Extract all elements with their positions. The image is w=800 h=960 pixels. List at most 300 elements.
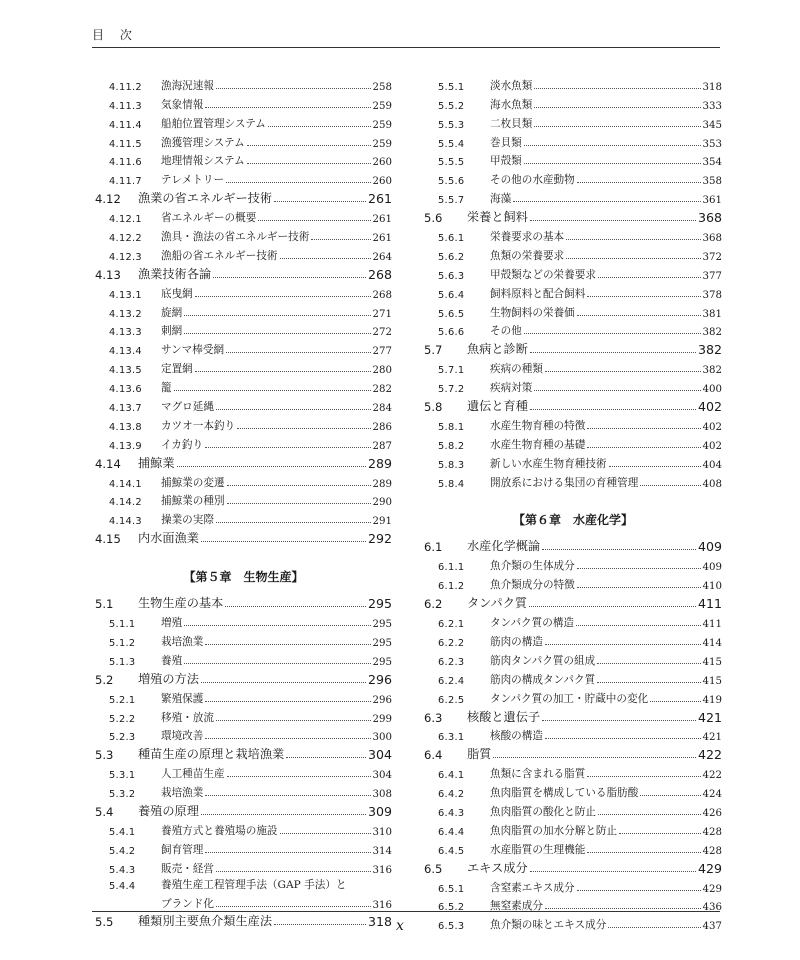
entry-title: 増殖の方法: [138, 671, 199, 686]
entry-title: 水産生物育種の特徴: [490, 419, 586, 432]
entry-number: 5.1.3: [109, 656, 136, 668]
dot-leader: [534, 126, 700, 127]
dot-leader: [213, 277, 366, 278]
entry-title: タンパク質の加工・貯蔵中の変化: [490, 692, 649, 705]
entry-page-number: 382: [702, 365, 722, 377]
entry-number: 4.14: [95, 456, 121, 471]
toc-subsection-entry[interactable]: [95, 168, 392, 187]
entry-number: 6.4.5: [438, 845, 465, 857]
chapter-heading: 【第５章 生物生産】: [183, 569, 304, 584]
entry-number: 6.2.5: [438, 694, 465, 706]
entry-page-number: 402: [697, 399, 722, 415]
entry-title: 筋肉の構成タンパク質: [490, 673, 596, 686]
dot-leader: [286, 757, 366, 758]
toc-subsection-entry[interactable]: [95, 687, 392, 706]
entry-number: 6.4.3: [438, 807, 465, 819]
toc-subsection-entry[interactable]: [424, 93, 722, 112]
toc-section-entry[interactable]: [95, 668, 392, 687]
toc-subsection-entry[interactable]: [424, 263, 722, 282]
toc-subsection-entry[interactable]: [424, 320, 722, 339]
entry-page-number: 291: [372, 516, 392, 528]
toc-section-entry[interactable]: [424, 206, 722, 225]
dot-leader: [227, 503, 371, 504]
entry-title: 魚肉脂質の加水分解と防止: [490, 824, 618, 837]
dot-leader: [311, 239, 370, 240]
entry-number: 6.5: [424, 861, 443, 876]
entry-number: 5.8: [424, 400, 443, 415]
toc-subsection-entry[interactable]: [95, 301, 392, 320]
entry-page-number: 437: [702, 921, 722, 933]
entry-number: 5.5.1: [438, 81, 465, 93]
entry-title: 漁具・漁法の省エネルギー技術: [161, 231, 310, 244]
toc-section-entry[interactable]: [95, 187, 392, 206]
dot-leader: [577, 182, 701, 183]
running-head: 目 次: [92, 28, 138, 42]
toc-section-entry[interactable]: [95, 527, 392, 546]
dot-leader: [542, 720, 696, 721]
entry-number: 5.4.4: [109, 880, 136, 892]
toc-section-entry[interactable]: [424, 743, 722, 762]
dot-leader: [205, 447, 370, 448]
entry-page-number: 400: [702, 384, 722, 396]
toc-subsection-entry[interactable]: [424, 668, 722, 687]
entry-page-number: 258: [372, 81, 392, 93]
dot-leader: [530, 871, 696, 872]
toc-section-entry[interactable]: [424, 338, 722, 357]
entry-title: 甲殻類などの栄養要求: [490, 268, 596, 281]
dot-leader: [201, 682, 366, 683]
entry-title: 繁殖保護: [161, 692, 204, 705]
toc-section-entry[interactable]: [95, 743, 392, 762]
toc-subsection-entry[interactable]: [95, 857, 392, 876]
toc-subsection-entry[interactable]: [424, 630, 722, 649]
entry-page-number: 259: [372, 138, 392, 150]
entry-title: 遺伝と育種: [467, 399, 528, 414]
entry-page-number: 296: [372, 694, 392, 706]
entry-title: 海水魚類: [490, 98, 533, 111]
entry-number: 4.13.6: [109, 384, 142, 396]
toc-subsection-entry[interactable]: [95, 876, 392, 892]
entry-page-number: 411: [702, 619, 722, 631]
entry-page-number: 271: [372, 308, 392, 320]
entry-number: 6.4.2: [438, 789, 465, 801]
entry-title: 操業の実際: [161, 514, 214, 527]
entry-number: 5.3.1: [109, 770, 136, 782]
entry-number: 6.4: [424, 748, 443, 763]
dot-leader: [201, 814, 366, 815]
dot-leader: [258, 220, 370, 221]
dot-leader: [205, 107, 370, 108]
dot-leader: [280, 258, 371, 259]
toc-subsection-entry[interactable]: [95, 508, 392, 527]
dot-leader: [280, 833, 371, 834]
entry-number: 5.3: [95, 748, 114, 763]
toc-subsection-entry[interactable]: [95, 706, 392, 725]
dot-leader: [226, 182, 371, 183]
toc-subsection-entry[interactable]: [424, 838, 722, 857]
toc-subsection-entry[interactable]: [424, 819, 722, 838]
dot-leader: [205, 644, 370, 645]
dot-leader: [216, 409, 371, 410]
dot-leader: [177, 466, 366, 467]
toc-subsection-entry[interactable]: [424, 244, 722, 263]
entry-number: 5.6.3: [438, 270, 465, 282]
entry-page-number: 382: [702, 327, 722, 339]
toc-subsection-entry[interactable]: [424, 471, 722, 490]
toc-section-entry[interactable]: [424, 536, 722, 555]
dot-leader: [640, 795, 700, 796]
dot-leader: [650, 701, 700, 702]
entry-title: タンパク質: [467, 596, 528, 611]
entry-page-number: 353: [702, 138, 722, 150]
entry-number: 6.2.4: [438, 675, 465, 687]
dot-leader: [619, 833, 700, 834]
dot-leader: [530, 352, 696, 353]
entry-number: 4.11.2: [109, 81, 142, 93]
entry-title: 生物生産の基本: [138, 596, 224, 611]
dot-leader: [534, 107, 700, 108]
entry-number: 4.13.1: [109, 289, 142, 301]
entry-number: 6.1.1: [438, 562, 465, 574]
dot-leader: [587, 447, 700, 448]
entry-number: 5.5: [95, 915, 114, 930]
entry-title: 魚介類の味とエキス成分: [490, 919, 607, 932]
entry-page-number: 402: [702, 440, 722, 452]
entry-page-number: 260: [372, 157, 392, 169]
entry-page-number: 377: [702, 270, 722, 282]
entry-number: 4.12.1: [109, 214, 142, 226]
entry-number: 5.4.2: [109, 845, 136, 857]
entry-title: 甲殻類: [490, 155, 522, 168]
entry-page-number: 295: [367, 596, 392, 612]
toc-subsection-entry[interactable]: [95, 131, 392, 150]
entry-page-number: 304: [372, 770, 392, 782]
entry-title: 筋肉タンパク質の組成: [490, 654, 596, 667]
entry-number: 5.5.6: [438, 176, 465, 188]
entry-number: 4.12: [95, 192, 121, 207]
entry-number: 4.11.3: [109, 100, 142, 112]
entry-page-number: 429: [697, 860, 722, 876]
entry-page-number: 268: [367, 266, 392, 282]
entry-number: 4.11.4: [109, 119, 142, 131]
dot-leader: [529, 606, 696, 607]
toc-subsection-entry[interactable]: [424, 762, 722, 781]
toc-subsection-entry[interactable]: [424, 357, 722, 376]
entry-number: 4.11.5: [109, 138, 142, 150]
entry-number: 5.8.4: [438, 478, 465, 490]
toc-subsection-entry[interactable]: [424, 112, 722, 131]
dot-leader: [227, 776, 371, 777]
entry-page-number: 289: [372, 478, 392, 490]
entry-page-number: 411: [697, 596, 722, 612]
entry-title: 無窒素成分: [490, 900, 543, 913]
entry-title: 飼育管理: [161, 843, 204, 856]
dot-leader: [184, 315, 370, 316]
toc-subsection-entry[interactable]: [95, 93, 392, 112]
entry-title: 増殖: [161, 617, 183, 630]
dot-leader: [205, 852, 370, 853]
entry-number: 6.2.2: [438, 637, 465, 649]
entry-title: 船舶位置管理システム: [161, 117, 266, 130]
entry-title: 漁海況速報: [161, 79, 214, 92]
entry-page-number: 436: [702, 902, 722, 914]
toc-subsection-entry[interactable]: [95, 74, 392, 93]
entry-title: 海藻: [490, 193, 512, 206]
entry-page-number: 368: [697, 210, 722, 226]
entry-title: その他: [490, 325, 522, 338]
toc-subsection-entry[interactable]: [95, 357, 392, 376]
toc-subsection-entry[interactable]: [424, 554, 722, 573]
entry-number: 4.14.1: [109, 478, 142, 490]
entry-page-number: 381: [702, 308, 722, 320]
dot-leader: [534, 390, 700, 391]
entry-page-number: 414: [702, 637, 722, 649]
toc-subsection-entry[interactable]: [95, 225, 392, 244]
entry-title: 魚肉脂質の酸化と防止: [490, 805, 596, 818]
dot-leader: [587, 776, 700, 777]
toc-subsection-entry[interactable]: [95, 112, 392, 131]
entry-title: 水産生物育種の基礎: [490, 438, 586, 451]
entry-page-number: 290: [372, 497, 392, 509]
toc-section-entry[interactable]: [424, 592, 722, 611]
toc-subsection-entry[interactable]: [424, 452, 722, 471]
toc-subsection-entry[interactable]: [95, 649, 392, 668]
toc-subsection-entry[interactable]: [424, 225, 722, 244]
toc-subsection-entry[interactable]: [424, 433, 722, 452]
dot-leader: [598, 277, 701, 278]
dot-leader: [534, 88, 700, 89]
entry-title: 捕鯨業: [138, 455, 175, 470]
toc-subsection-entry[interactable]: [424, 414, 722, 433]
toc-subsection-entry[interactable]: [95, 414, 392, 433]
entry-title: イカ釣り: [161, 438, 204, 451]
entry-page-number: 424: [702, 789, 722, 801]
toc-subsection-entry[interactable]: [424, 800, 722, 819]
entry-title: ブランド化: [161, 897, 214, 910]
entry-title: 底曳網: [161, 287, 193, 300]
toc-subsection-entry[interactable]: [95, 630, 392, 649]
toc-subsection-entry[interactable]: [424, 150, 722, 169]
page-folio: x: [396, 918, 404, 934]
entry-number: 5.6.4: [438, 289, 465, 301]
toc-subsection-entry[interactable]: [95, 490, 392, 509]
entry-page-number: 309: [367, 803, 392, 819]
entry-title: カツオ一本釣り: [161, 419, 236, 432]
entry-title: 定置網: [161, 363, 193, 376]
toc-subsection-entry[interactable]: [95, 244, 392, 263]
toc-section-entry[interactable]: [424, 857, 722, 876]
entry-number: 5.5.5: [438, 157, 465, 169]
entry-title: 巻貝類: [490, 136, 522, 149]
entry-title: 養殖生産工程管理手法（GAP 手法）と: [161, 878, 347, 891]
entry-number: 6.1: [424, 540, 443, 555]
entry-number: 4.13.5: [109, 365, 142, 377]
entry-page-number: 316: [372, 899, 392, 911]
toc-subsection-entry[interactable]: [95, 838, 392, 857]
entry-page-number: 415: [702, 656, 722, 668]
dot-leader: [530, 409, 696, 410]
dot-leader: [640, 485, 700, 486]
dot-leader: [247, 145, 371, 146]
dot-leader: [598, 814, 701, 815]
entry-title: 水産化学概論: [467, 539, 541, 554]
entry-page-number: 286: [372, 421, 392, 433]
toc-section-entry[interactable]: [95, 800, 392, 819]
dot-leader: [216, 720, 371, 721]
dot-leader: [576, 625, 701, 626]
dot-leader: [216, 871, 371, 872]
toc-subsection-entry[interactable]: [424, 725, 722, 744]
entry-title: 水産脂質の生理機能: [490, 843, 586, 856]
entry-number: 6.2: [424, 597, 443, 612]
dot-leader: [226, 352, 371, 353]
entry-number: 6.3.1: [438, 732, 465, 744]
entry-page-number: 408: [702, 478, 722, 490]
toc-subsection-entry[interactable]: [424, 187, 722, 206]
toc-section-entry[interactable]: [95, 452, 392, 471]
entry-number: 6.5.3: [438, 921, 465, 933]
toc-subsection-entry[interactable]: [424, 168, 722, 187]
entry-title: 漁獲管理システム: [161, 136, 245, 149]
toc-subsection-entry[interactable]: [95, 762, 392, 781]
entry-number: 5.6: [424, 211, 443, 226]
entry-number: 5.4.1: [109, 826, 136, 838]
dot-leader: [195, 371, 371, 372]
entry-number: 4.13: [95, 267, 121, 282]
entry-page-number: 345: [702, 119, 722, 131]
toc-subsection-entry[interactable]: [95, 725, 392, 744]
toc-subsection-entry[interactable]: [95, 376, 392, 395]
entry-title: 気象情報: [161, 98, 204, 111]
entry-title: 新しい水産生物育種技術: [490, 457, 607, 470]
entry-page-number: 382: [697, 342, 722, 358]
entry-number: 5.3.2: [109, 789, 136, 801]
dot-leader: [205, 795, 370, 796]
toc-subsection-entry[interactable]: [424, 74, 722, 93]
entry-title: 養殖方式と養殖場の施設: [161, 824, 278, 837]
toc-subsection-entry[interactable]: [424, 301, 722, 320]
toc-subsection-entry[interactable]: [95, 320, 392, 339]
entry-title: 省エネルギーの概要: [161, 212, 257, 225]
entry-title: 含窒素エキス成分: [490, 881, 575, 894]
entry-number: 6.5.2: [438, 902, 465, 914]
entry-title: 栽培漁業: [161, 635, 204, 648]
entry-title: 魚類に含まれる脂質: [490, 768, 586, 781]
toc-subsection-entry[interactable]: [95, 338, 392, 357]
toc-subsection-entry[interactable]: [424, 131, 722, 150]
toc-subsection-entry[interactable]: [95, 471, 392, 490]
dot-leader: [195, 296, 371, 297]
entry-title: 人工種苗生産: [161, 768, 225, 781]
dot-leader: [216, 522, 371, 523]
entry-number: 5.7: [424, 343, 443, 358]
dot-leader: [566, 239, 700, 240]
entry-number: 5.2: [95, 672, 114, 687]
toc-section-entry[interactable]: [424, 395, 722, 414]
toc-subsection-entry[interactable]: [424, 781, 722, 800]
dot-leader: [184, 625, 370, 626]
toc-subsection-entry[interactable]: [95, 282, 392, 301]
entry-title: 捕鯨業の種別: [161, 495, 225, 508]
entry-page-number: 421: [702, 732, 722, 744]
entry-number: 5.7.2: [438, 384, 465, 396]
entry-number: 6.2.1: [438, 619, 465, 631]
dot-leader: [587, 852, 700, 853]
toc-subsection-entry[interactable]: [424, 649, 722, 668]
toc-subsection-entry[interactable]: [424, 573, 722, 592]
entry-number: 5.5.2: [438, 100, 465, 112]
dot-leader: [597, 682, 700, 683]
entry-page-number: 287: [372, 440, 392, 452]
toc-subsection-entry[interactable]: [95, 433, 392, 452]
entry-title: 地理情報システム: [161, 155, 245, 168]
toc-subsection-entry[interactable]: [95, 819, 392, 838]
entry-title: 魚病と診断: [467, 342, 528, 357]
toc-subsection-entry[interactable]: [95, 395, 392, 414]
entry-page-number: 299: [372, 713, 392, 725]
toc-subsection-entry[interactable]: [95, 150, 392, 169]
entry-title: 捕鯨業の変遷: [161, 476, 225, 489]
entry-page-number: 372: [702, 251, 722, 263]
dot-leader: [577, 568, 701, 569]
toc-section-entry[interactable]: [95, 263, 392, 282]
entry-number: 4.13.3: [109, 327, 142, 339]
dot-leader: [524, 163, 701, 164]
entry-title: 漁船の省エネルギー技術: [161, 249, 278, 262]
toc-subsection-entry[interactable]: [424, 876, 722, 895]
toc-subsection-entry[interactable]: [95, 892, 392, 911]
entry-number: 4.11.7: [109, 176, 142, 188]
toc-section-entry[interactable]: [424, 706, 722, 725]
entry-title: 核酸と遺伝子: [467, 709, 541, 724]
dot-leader: [247, 163, 371, 164]
dot-leader: [237, 428, 370, 429]
toc-subsection-entry[interactable]: [424, 282, 722, 301]
dot-leader: [545, 644, 701, 645]
entry-number: 4.13.2: [109, 308, 142, 320]
entry-number: 4.13.8: [109, 421, 142, 433]
entry-page-number: 402: [702, 421, 722, 433]
toc-subsection-entry[interactable]: [95, 206, 392, 225]
dot-leader: [566, 258, 700, 259]
entry-page-number: 428: [702, 845, 722, 857]
dot-leader: [577, 890, 701, 891]
toc-section-entry[interactable]: [95, 592, 392, 611]
toc-subsection-entry[interactable]: [95, 781, 392, 800]
entry-number: 6.5.1: [438, 883, 465, 895]
entry-title: サンマ棒受網: [161, 344, 225, 357]
entry-number: 5.2.3: [109, 732, 136, 744]
toc-subsection-entry[interactable]: [95, 611, 392, 630]
dot-leader: [587, 296, 700, 297]
toc-subsection-entry[interactable]: [424, 376, 722, 395]
entry-page-number: 368: [702, 233, 722, 245]
header-rule: [92, 47, 720, 48]
entry-page-number: 280: [372, 365, 392, 377]
dot-leader: [225, 606, 366, 607]
entry-title: 栽培漁業: [161, 787, 204, 800]
entry-page-number: 318: [367, 914, 392, 930]
entry-number: 5.1.1: [109, 619, 136, 631]
entry-page-number: 295: [372, 656, 392, 668]
entry-page-number: 296: [367, 671, 392, 687]
dot-leader: [205, 701, 370, 702]
toc-subsection-entry[interactable]: [424, 611, 722, 630]
dot-leader: [545, 738, 701, 739]
toc-subsection-entry[interactable]: [424, 687, 722, 706]
entry-title: 筋肉の構造: [490, 635, 543, 648]
entry-title: 魚肉脂質を構成している脂肪酸: [490, 787, 639, 800]
